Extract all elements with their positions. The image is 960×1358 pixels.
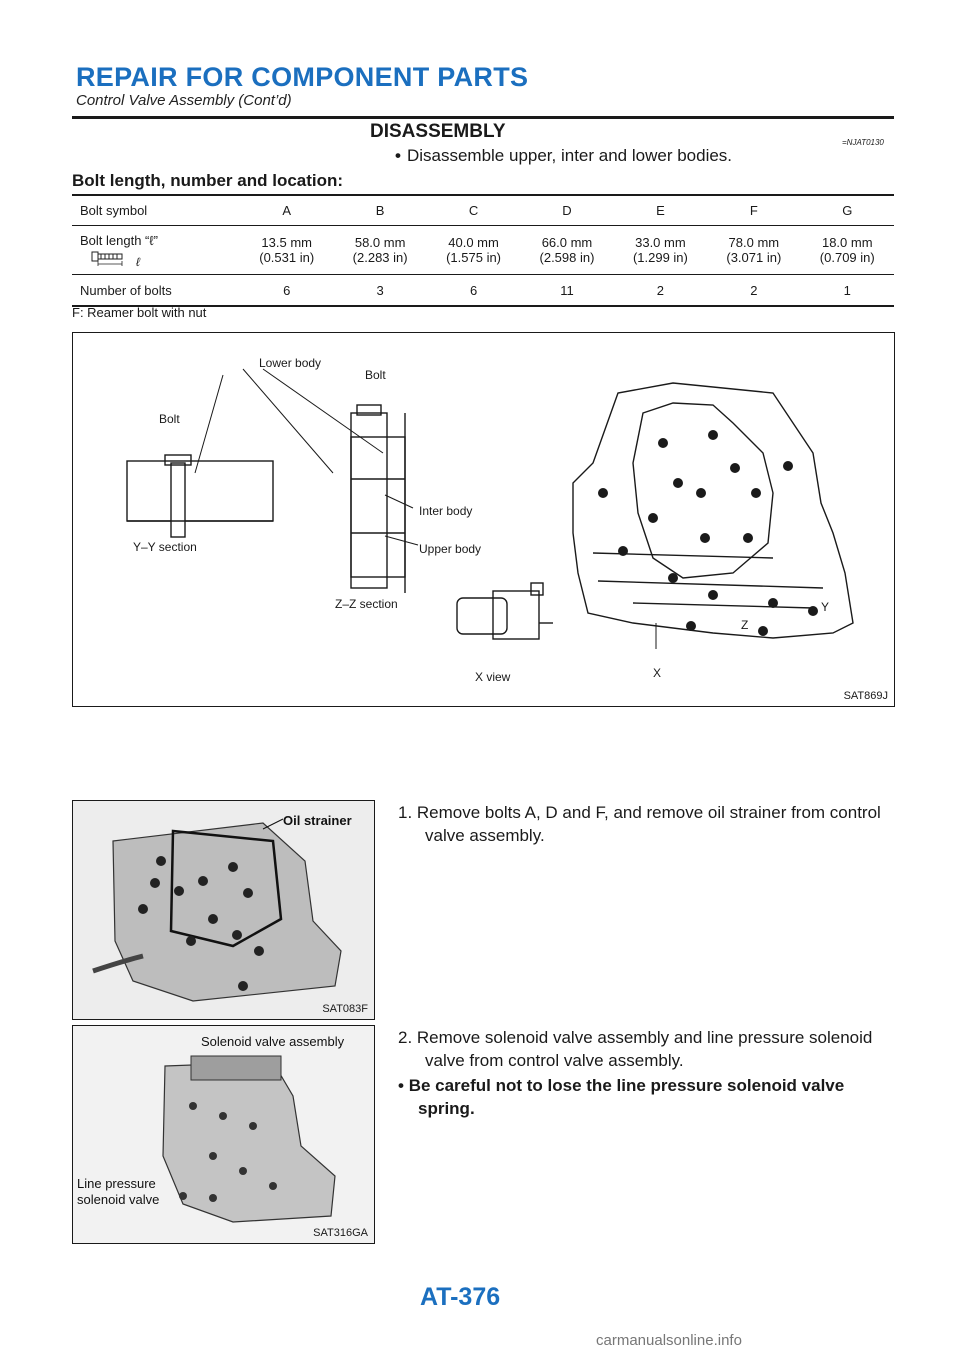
step-2-line-1: 2. Remove solenoid valve assembly and line pressure solenoid: [398, 1028, 873, 1047]
step-2-line-2: valve from control valve assembly.: [425, 1051, 684, 1070]
page-header-title: REPAIR FOR COMPONENT PARTS: [76, 62, 529, 92]
length-mm: 66.0 mm: [541, 235, 593, 250]
figure-code: SAT316GA: [313, 1227, 368, 1239]
solenoid-valve-photo: [73, 1026, 374, 1243]
step-1-line-1: 1. Remove bolts A, D and F, and remove oil strainer from control: [398, 803, 881, 822]
caution-line-2: spring.: [418, 1099, 475, 1118]
bolt-length-icon: [90, 251, 160, 267]
length-cell: [707, 226, 800, 275]
figure-oil-strainer: [72, 800, 375, 1020]
count-cell: 3: [333, 275, 426, 307]
length-label-text: Bolt length “ℓ”: [80, 233, 158, 248]
count-cell: 2: [707, 275, 800, 307]
watermark: carmanualsonline.info: [596, 1332, 742, 1349]
length-in: (1.299 in): [632, 250, 688, 265]
page-number: AT-376: [420, 1283, 501, 1311]
length-cell: [801, 226, 894, 275]
label-zz-section: Z–Z section: [335, 597, 398, 611]
length-mm: 78.0 mm: [728, 235, 780, 250]
label-line-pressure: Line pressure: [77, 1176, 156, 1191]
table-heading: Bolt length, number and location:: [72, 171, 344, 190]
label-yy-section: Y–Y section: [133, 540, 197, 554]
label-solenoid-valve-assembly: Solenoid valve assembly: [201, 1034, 345, 1049]
length-cell: [614, 226, 707, 275]
length-in: (0.531 in): [259, 250, 315, 265]
step-1-line-2: valve assembly.: [425, 826, 545, 845]
length-in: (1.575 in): [446, 250, 502, 265]
page-header-subtitle: Control Valve Assembly (Cont’d): [76, 92, 292, 109]
length-cell: [333, 226, 426, 275]
label-upper-body: Upper body: [419, 542, 482, 556]
figure-solenoid-valve: [72, 1025, 375, 1244]
label-x: X: [653, 666, 662, 680]
label-inter-body: Inter body: [419, 504, 473, 518]
symbol-cell: G: [801, 195, 894, 226]
length-mm: 18.0 mm: [821, 235, 873, 250]
label-x-view: X view: [475, 670, 511, 684]
step-2: [398, 1026, 898, 1120]
length-mm: 40.0 mm: [448, 235, 499, 250]
length-in: (2.598 in): [539, 250, 595, 265]
count-cell: 1: [801, 275, 894, 307]
length-mm: 58.0 mm: [354, 235, 406, 250]
label-lower-body: Lower body: [259, 356, 322, 370]
symbol-cell: E: [614, 195, 707, 226]
label-oil-strainer: Oil strainer: [283, 813, 352, 828]
table-row-symbol: [72, 195, 894, 226]
bullet-text: Disassemble upper, inter and lower bodies.: [406, 146, 733, 165]
label-bolt-e: Bolt: [159, 412, 180, 426]
figure-bolt-locations: [72, 332, 895, 707]
caution-line-1: Be careful not to lose the line pressure solenoid valve: [408, 1076, 845, 1095]
symbol-cell: A: [240, 195, 333, 226]
figure-code: SAT869J: [843, 690, 888, 702]
table-row-length: [72, 226, 894, 275]
bullet-icon: •: [398, 1076, 409, 1095]
caution-note: [398, 1074, 898, 1120]
section-ref-code: =NJAT0130: [842, 138, 884, 147]
label-z: Z: [741, 618, 749, 632]
bolt-location-diagram: [73, 333, 894, 706]
bolt-spec-table: [72, 194, 894, 307]
oil-strainer-photo: [73, 801, 374, 1019]
length-cell: [520, 226, 613, 275]
length-mm: 33.0 mm: [635, 235, 686, 250]
count-cell: 2: [614, 275, 707, 307]
length-glyph-label: ℓ: [136, 255, 140, 267]
count-cell: 6: [240, 275, 333, 307]
label-solenoid-valve: solenoid valve: [77, 1192, 160, 1207]
length-mm: 13.5 mm: [261, 235, 312, 250]
label-y: Y: [821, 600, 830, 614]
table-footnote: F: Reamer bolt with nut: [72, 305, 207, 320]
figure-code: SAT083F: [322, 1003, 368, 1015]
length-cell: [240, 226, 333, 275]
length-in: (3.071 in): [726, 250, 782, 265]
row-label-symbol: Bolt symbol: [72, 195, 240, 226]
length-in: (0.709 in): [819, 250, 875, 265]
length-in: (2.283 in): [352, 250, 408, 265]
count-cell: 6: [427, 275, 520, 307]
symbol-cell: D: [520, 195, 613, 226]
table-row-count: [72, 275, 894, 307]
row-label-length: [72, 226, 240, 275]
bullet-icon: •: [395, 146, 401, 165]
row-label-count: Number of bolts: [72, 275, 240, 307]
header-divider: [72, 116, 894, 119]
symbol-cell: F: [707, 195, 800, 226]
count-cell: 11: [520, 275, 613, 307]
label-bolt-f: Bolt: [365, 368, 386, 382]
step-1: [398, 801, 898, 847]
section-heading: DISASSEMBLY: [370, 121, 506, 142]
symbol-cell: B: [333, 195, 426, 226]
bullet-instruction: [395, 146, 732, 166]
symbol-cell: C: [427, 195, 520, 226]
length-cell: [427, 226, 520, 275]
